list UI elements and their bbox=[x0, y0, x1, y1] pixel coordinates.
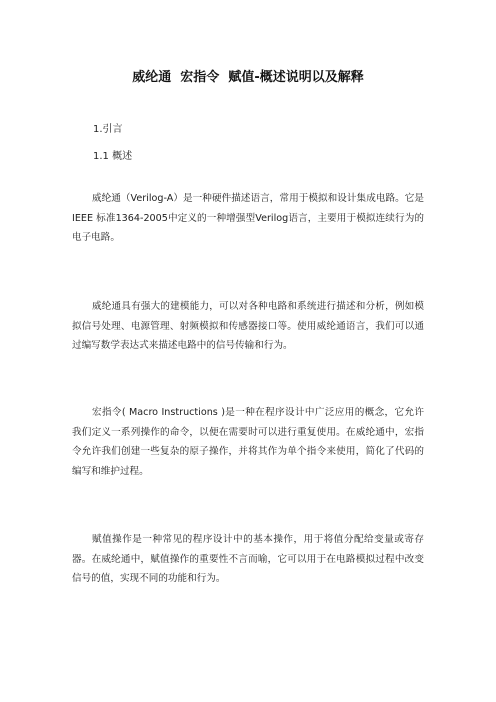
paragraph-assignment-operation: 赋值操作是一种常见的程序设计中的基本操作，用于将值分配给变量或寄存器。在威纶通中，赋值操作的重要性不言而喻，它可以用于在电路模拟过程中改变信号的值，实现不同的功能和行为。 bbox=[72, 534, 424, 584]
document-title: 威纶通 宏指令 赋值-概述说明以及解释 bbox=[132, 70, 364, 85]
subsection-heading-overview: 1.1 概述 bbox=[93, 151, 133, 162]
paragraph-macro-instructions: 宏指令( Macro Instructions )是一种在程序设计中广泛应用的概念，它允许我们定义一系列操作的命令，以便在需要时可以进行重复使用。在威纶通中，宏指令允许我们创建一些复杂的原子操作，并将其作为单个指令来使用，简化了代码的编写和维护过程。 bbox=[72, 407, 424, 477]
section-heading-introduction: 1.引言 bbox=[93, 124, 123, 135]
paragraph-modeling-capability: 威纶通具有强大的建模能力，可以对各种电路和系统进行描述和分析，例如模拟信号处理、电源管理、射频模拟和传感器接口等。使用威纶通语言，我们可以通过编写数学表达式来描述电路中的信号传输和行为。 bbox=[72, 301, 424, 351]
paragraph-verilog-a-intro: 威纶通（Verilog-A）是一种硬件描述语言，常用于模拟和设计集成电路。它是IEEE 标准1364-2005中定义的一种增强型Verilog语言，主要用于模拟连续行为的电子电路。 bbox=[72, 193, 424, 243]
